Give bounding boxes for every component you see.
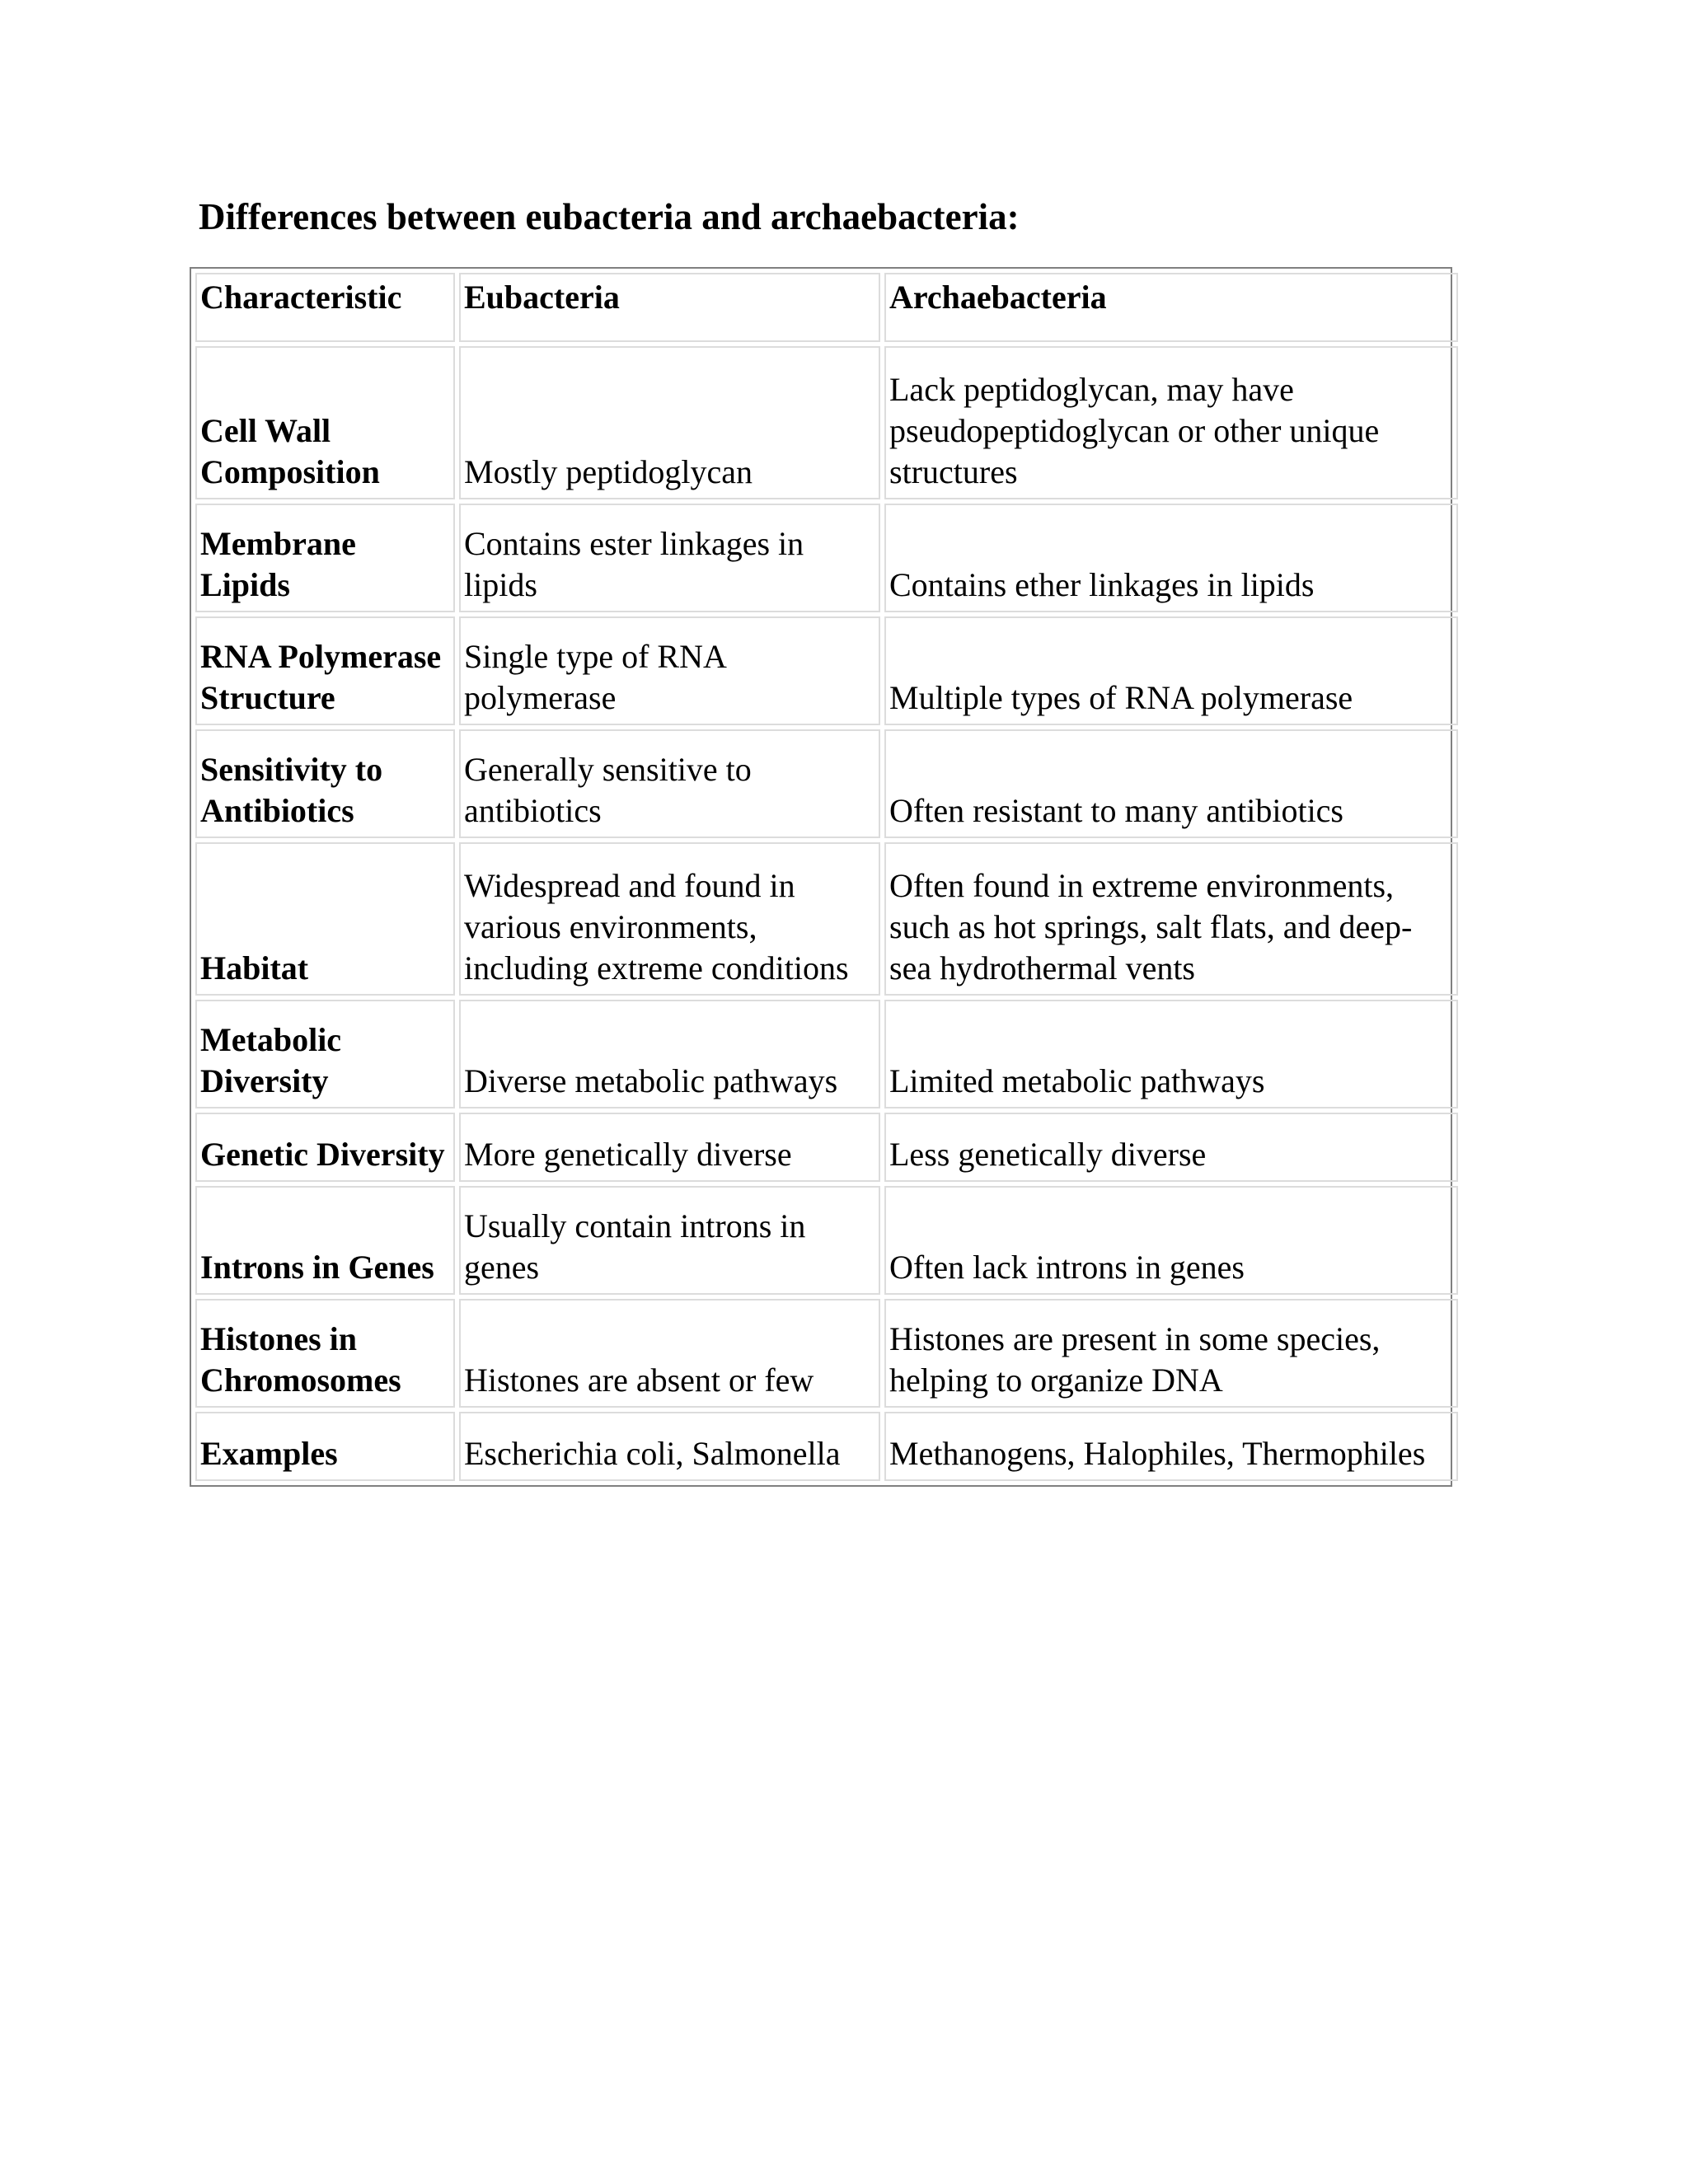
row-characteristic: Examples: [195, 1412, 455, 1481]
header-archaebacteria: Archaebacteria: [884, 273, 1458, 342]
row-eubacteria: Escherichia coli, Salmonella: [459, 1412, 880, 1481]
header-eubacteria: Eubacteria: [459, 273, 880, 342]
document-title: Differences between eubacteria and archaebacteria:: [199, 196, 1020, 237]
row-eubacteria: Usually contain introns in genes: [459, 1186, 880, 1295]
table-header-row: [195, 273, 1458, 342]
table-row: [195, 616, 1458, 725]
row-archaebacteria: Often lack introns in genes: [884, 1186, 1458, 1295]
row-eubacteria: Histones are absent or few: [459, 1299, 880, 1408]
row-archaebacteria: Less genetically diverse: [884, 1113, 1458, 1182]
row-archaebacteria: Contains ether linkages in lipids: [884, 504, 1458, 612]
row-eubacteria: Widespread and found in various environments, including extreme conditions: [459, 842, 880, 996]
row-eubacteria: More genetically diverse: [459, 1113, 880, 1182]
row-archaebacteria: Multiple types of RNA polymerase: [884, 616, 1458, 725]
comparison-table: [190, 267, 1452, 1487]
row-archaebacteria: Methanogens, Halophiles, Thermophiles: [884, 1412, 1458, 1481]
table-row: [195, 346, 1458, 499]
header-characteristic: Characteristic: [195, 273, 455, 342]
row-archaebacteria: Histones are present in some species, helping to organize DNA: [884, 1299, 1458, 1408]
row-characteristic: Habitat: [195, 842, 455, 996]
row-characteristic: Membrane Lipids: [195, 504, 455, 612]
table-row: [195, 842, 1458, 996]
table-row: [195, 1412, 1458, 1481]
row-archaebacteria: Often resistant to many antibiotics: [884, 729, 1458, 838]
row-characteristic: Introns in Genes: [195, 1186, 455, 1295]
row-characteristic: Metabolic Diversity: [195, 1000, 455, 1108]
row-archaebacteria: Limited metabolic pathways: [884, 1000, 1458, 1108]
table-row: [195, 1113, 1458, 1182]
row-eubacteria: Mostly peptidoglycan: [459, 346, 880, 499]
row-eubacteria: Diverse metabolic pathways: [459, 1000, 880, 1108]
row-eubacteria: Single type of RNA polymerase: [459, 616, 880, 725]
table-row: [195, 1000, 1458, 1108]
row-archaebacteria: Lack peptidoglycan, may have pseudopeptidoglycan or other unique structures: [884, 346, 1458, 499]
table-row: [195, 1186, 1458, 1295]
row-eubacteria: Generally sensitive to antibiotics: [459, 729, 880, 838]
table-row: [195, 1299, 1458, 1408]
row-characteristic: Cell Wall Composition: [195, 346, 455, 499]
row-archaebacteria: Often found in extreme environments, such as hot springs, salt flats, and deep-sea hydrothermal vents: [884, 842, 1458, 996]
table-row: [195, 729, 1458, 838]
comparison-table-grid: [191, 269, 1462, 1485]
row-characteristic: RNA Polymerase Structure: [195, 616, 455, 725]
row-eubacteria: Contains ester linkages in lipids: [459, 504, 880, 612]
row-characteristic: Histones in Chromosomes: [195, 1299, 455, 1408]
row-characteristic: Genetic Diversity: [195, 1113, 455, 1182]
row-characteristic: Sensitivity to Antibiotics: [195, 729, 455, 838]
table-row: [195, 504, 1458, 612]
